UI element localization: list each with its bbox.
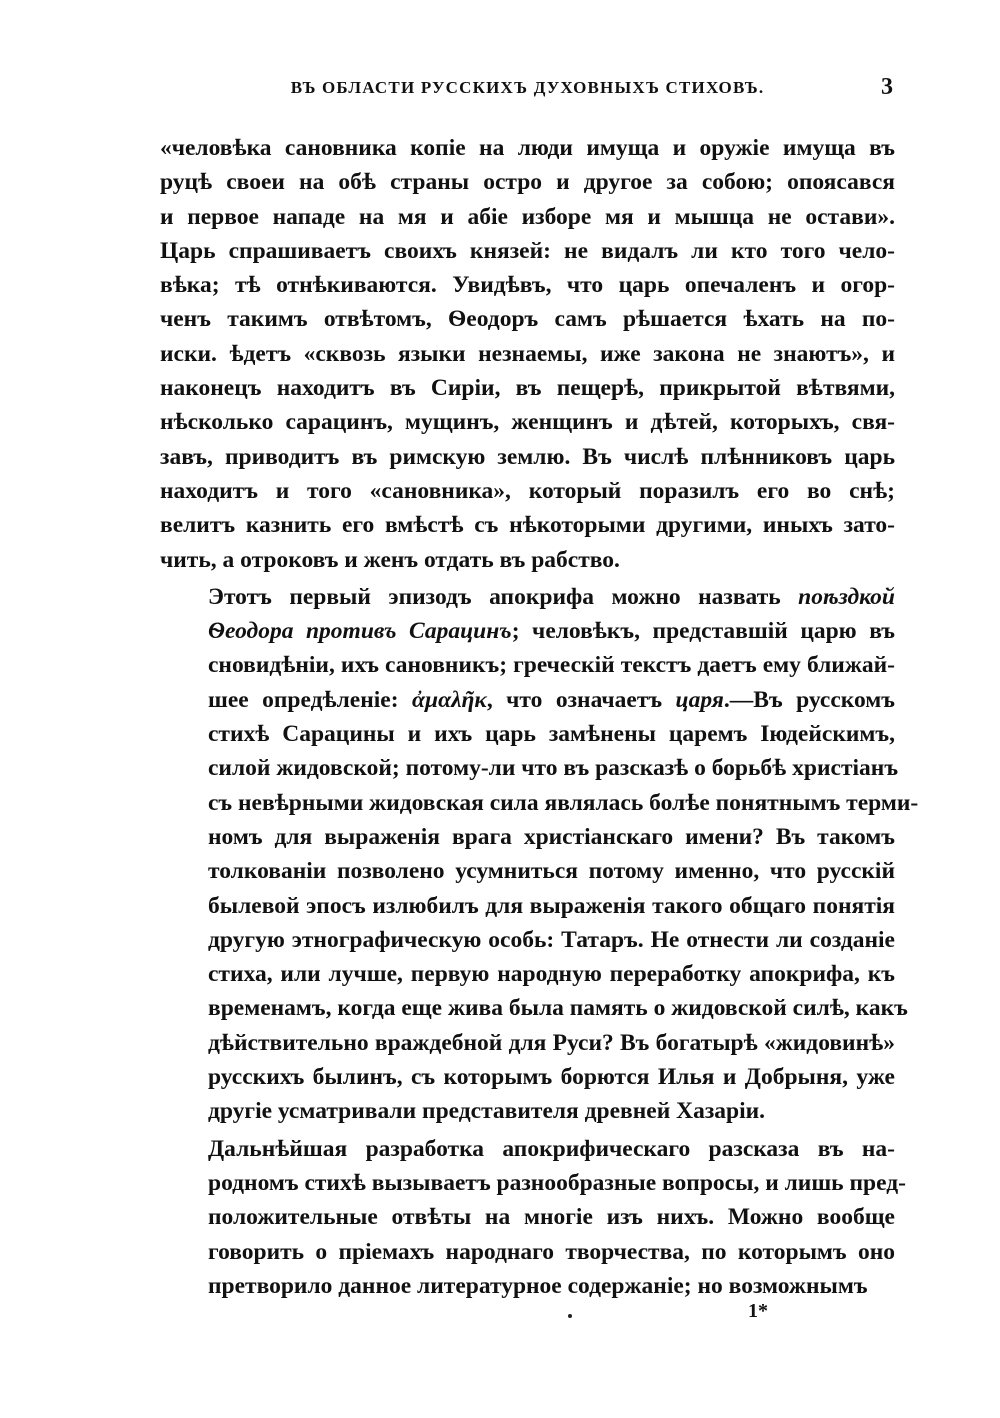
text-run: шее опредѣленіе: <box>208 686 412 713</box>
text-line: претворило данное литературное содержаніе; но возможнымъ <box>208 1272 868 1299</box>
text-line: стиха, или лучше, первую народную переработку апокрифа, къ <box>208 961 895 988</box>
text-line: завъ, приводитъ въ римскую землю. Въ числѣ плѣнниковъ царь <box>160 443 895 470</box>
text-line: былевой эпосъ излюбилъ для выраженія такого общаго понятія <box>208 892 895 919</box>
text-line: иски. ѣдетъ «сквозь языки незнаемы, иже закона не знаютъ», и <box>160 340 895 367</box>
text-run: ; человѣкъ, представшій царю въ <box>511 618 895 645</box>
text-run: .—Въ русскомъ <box>723 686 895 713</box>
italic-phrase: поѣздкой <box>798 583 895 610</box>
text-line: и первое нападе на мя и абіе изборе мя и мышца не остави». <box>160 203 895 230</box>
text-line <box>160 580 895 614</box>
paragraph <box>160 580 919 1129</box>
text-line: родномъ стихѣ вызываетъ разнообразные вопросы, и лишь пред- <box>208 1169 906 1196</box>
text-line: говорить о пріемахъ народнаго творчества, по которымъ оно <box>208 1238 895 1265</box>
paragraph <box>160 131 895 577</box>
text-line: руцѣ своеи на обѣ страны остро и другое за собою; опоясався <box>160 169 895 196</box>
text-line: наконецъ находитъ въ Сиріи, въ пещерѣ, прикрытой вѣтвями, <box>160 375 895 402</box>
text-line: чить, а отроковъ и женъ отдать въ рабство. <box>160 546 620 573</box>
text-line: Царь спрашиваетъ своихъ князей: не видалъ ли кто того чело- <box>160 237 895 264</box>
text-line: нѣсколько сарацинъ, мущинъ, женщинъ и дѣтей, которыхъ, свя- <box>160 409 895 436</box>
page-number: 3 <box>881 74 893 100</box>
text-line: сновидѣніи, ихъ сановникъ; греческій текстъ даетъ ему ближай- <box>208 652 895 679</box>
text-line: силой жидовской; потому-ли что въ разсказѣ о борьбѣ христіанъ <box>208 755 899 782</box>
text-run: , что означаетъ <box>486 686 676 713</box>
text-line: съ невѣрными жидовская сила являлась болѣе понятнымъ терми- <box>208 789 919 816</box>
text-line: дѣйствительно враждебной для Руси? Въ богатырѣ «жидовинѣ» <box>208 1029 895 1056</box>
text-line: временамъ, когда еще жива была память о жидовской силѣ, какъ <box>208 995 908 1022</box>
text-line <box>160 614 895 648</box>
paragraph <box>160 1132 906 1303</box>
text-line: русскихъ былинъ, съ которымъ борются Илья и Добрыня, уже <box>208 1064 895 1091</box>
running-head: ВЪ ОБЛАСТИ РУССКИХЪ ДУХОВНЫХЪ СТИХОВЪ. <box>290 78 765 97</box>
text-line: ченъ такимъ отвѣтомъ, Ѳеодоръ самъ рѣшается ѣхать на по- <box>160 306 895 333</box>
italic-phrase: царя <box>675 686 724 713</box>
italic-phrase: Ѳеодора противъ Сарацинъ <box>208 618 512 645</box>
text-line: другіе усматривали представителя древней Хазаріи. <box>208 1098 766 1125</box>
text-line: вѣка; тѣ отнѣкиваются. Увидѣвъ, что царь опечаленъ и огор- <box>160 272 895 299</box>
page-header <box>160 74 895 108</box>
text-line: Дальнѣйшая разработка апокрифическаго разсказа въ на- <box>208 1135 895 1162</box>
print-speck <box>568 1314 572 1318</box>
italic-phrase: ἀμαλῆκ <box>412 686 487 713</box>
text-line: велитъ казнить его вмѣстѣ съ нѣкоторыми другими, иныхъ зато- <box>160 512 895 539</box>
text-line: находитъ и того «сановника», который поразилъ его во снѣ; <box>160 477 895 504</box>
text-line: номъ для выраженія врага христіанскаго имени? Въ такомъ <box>208 823 895 850</box>
body-text <box>160 131 919 1306</box>
text-line: стихѣ Сарацины и ихъ царь замѣнены царемъ Іюдейскимъ, <box>208 721 895 748</box>
signature-mark: 1* <box>748 1300 768 1322</box>
text-line <box>160 683 895 717</box>
text-line: другую этнографическую особь: Татаръ. Не отнести ли созданіе <box>208 926 895 953</box>
text-line: «человѣка сановника копіе на люди имуща и оружіе имуща въ <box>160 135 895 161</box>
text-run: Этотъ первый эпизодъ апокрифа можно назвать <box>208 583 799 610</box>
text-line: положительные отвѣты на многіе изъ нихъ. Можно вообще <box>208 1204 895 1231</box>
text-line: толкованіи позволено усумниться потому именно, что русскій <box>208 858 895 885</box>
